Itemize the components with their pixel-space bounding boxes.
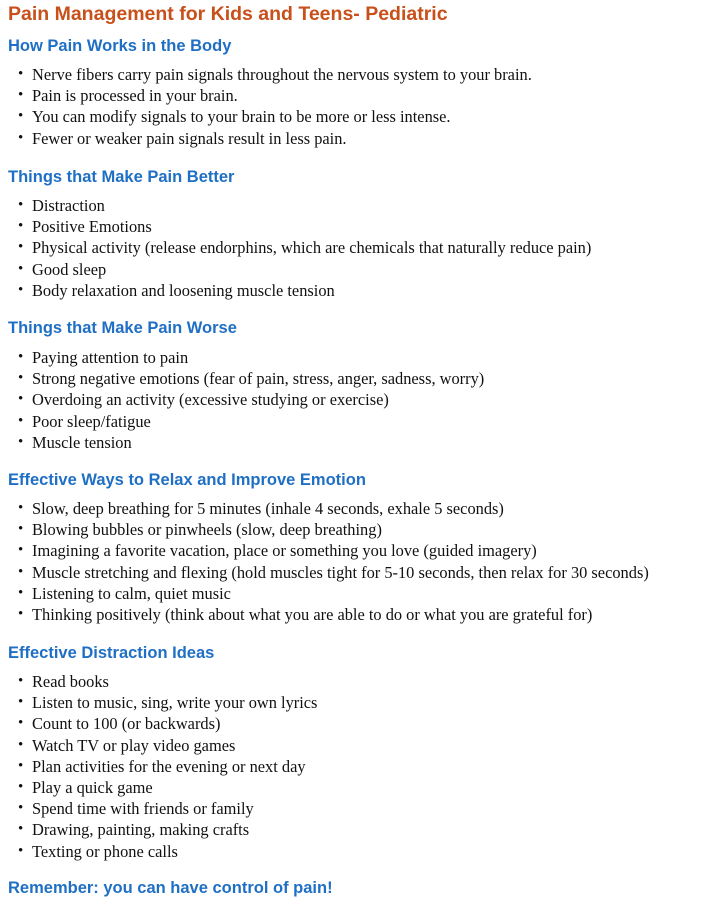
- list-item: • Play a quick game: [0, 777, 317, 798]
- list-item: • Strong negative emotions (fear of pain, stress, anger, sadness, worry): [0, 368, 484, 389]
- list-item: • Plan activities for the evening or next day: [0, 756, 317, 777]
- list-item: • Muscle stretching and flexing (hold muscles tight for 5-10 seconds, then relax for 30 seconds): [0, 562, 649, 583]
- section-heading-relax-ways: Effective Ways to Relax and Improve Emotion: [8, 471, 366, 489]
- document-title: Pain Management for Kids and Teens- Pediatric: [8, 3, 448, 25]
- list-item: • Read books: [0, 671, 317, 692]
- list-item: • Listen to music, sing, write your own lyrics: [0, 692, 317, 713]
- list-item: • Blowing bubbles or pinwheels (slow, deep breathing): [0, 519, 649, 540]
- list-item: • Muscle tension: [0, 432, 484, 453]
- list-item: • Positive Emotions: [0, 216, 591, 237]
- list-item: • Imagining a favorite vacation, place or something you love (guided imagery): [0, 540, 649, 561]
- closing-statement: Remember: you can have control of pain!: [8, 879, 333, 897]
- list-item: • Physical activity (release endorphins, which are chemicals that naturally reduce pain): [0, 237, 591, 258]
- list-item: • Nerve fibers carry pain signals throughout the nervous system to your brain.: [0, 64, 532, 85]
- list-item: • Body relaxation and loosening muscle tension: [0, 280, 591, 301]
- list-item: • Thinking positively (think about what you are able to do or what you are grateful for): [0, 604, 649, 625]
- section-heading-pain-better: Things that Make Pain Better: [8, 168, 235, 186]
- list-relax-ways: [0, 498, 649, 625]
- list-item: • Distraction: [0, 195, 591, 216]
- list-item: • Watch TV or play video games: [0, 735, 317, 756]
- list-item: • Good sleep: [0, 259, 591, 280]
- list-item: • Pain is processed in your brain.: [0, 85, 532, 106]
- list-item: • Spend time with friends or family: [0, 798, 317, 819]
- list-item: • Texting or phone calls: [0, 841, 317, 862]
- list-item: • Poor sleep/fatigue: [0, 411, 484, 432]
- list-item: • Listening to calm, quiet music: [0, 583, 649, 604]
- list-pain-better: [0, 195, 591, 301]
- list-distraction-ideas: [0, 671, 317, 862]
- list-item: • Paying attention to pain: [0, 347, 484, 368]
- section-heading-pain-worse: Things that Make Pain Worse: [8, 319, 237, 337]
- list-item: • You can modify signals to your brain to be more or less intense.: [0, 106, 532, 127]
- section-heading-how-pain-works: How Pain Works in the Body: [8, 37, 232, 55]
- list-item: • Drawing, painting, making crafts: [0, 819, 317, 840]
- list-item: • Count to 100 (or backwards): [0, 713, 317, 734]
- list-how-pain-works: [0, 64, 532, 149]
- list-item: • Slow, deep breathing for 5 minutes (inhale 4 seconds, exhale 5 seconds): [0, 498, 649, 519]
- list-pain-worse: [0, 347, 484, 453]
- list-item: • Overdoing an activity (excessive studying or exercise): [0, 389, 484, 410]
- section-heading-distraction-ideas: Effective Distraction Ideas: [8, 644, 215, 662]
- list-item: • Fewer or weaker pain signals result in less pain.: [0, 128, 532, 149]
